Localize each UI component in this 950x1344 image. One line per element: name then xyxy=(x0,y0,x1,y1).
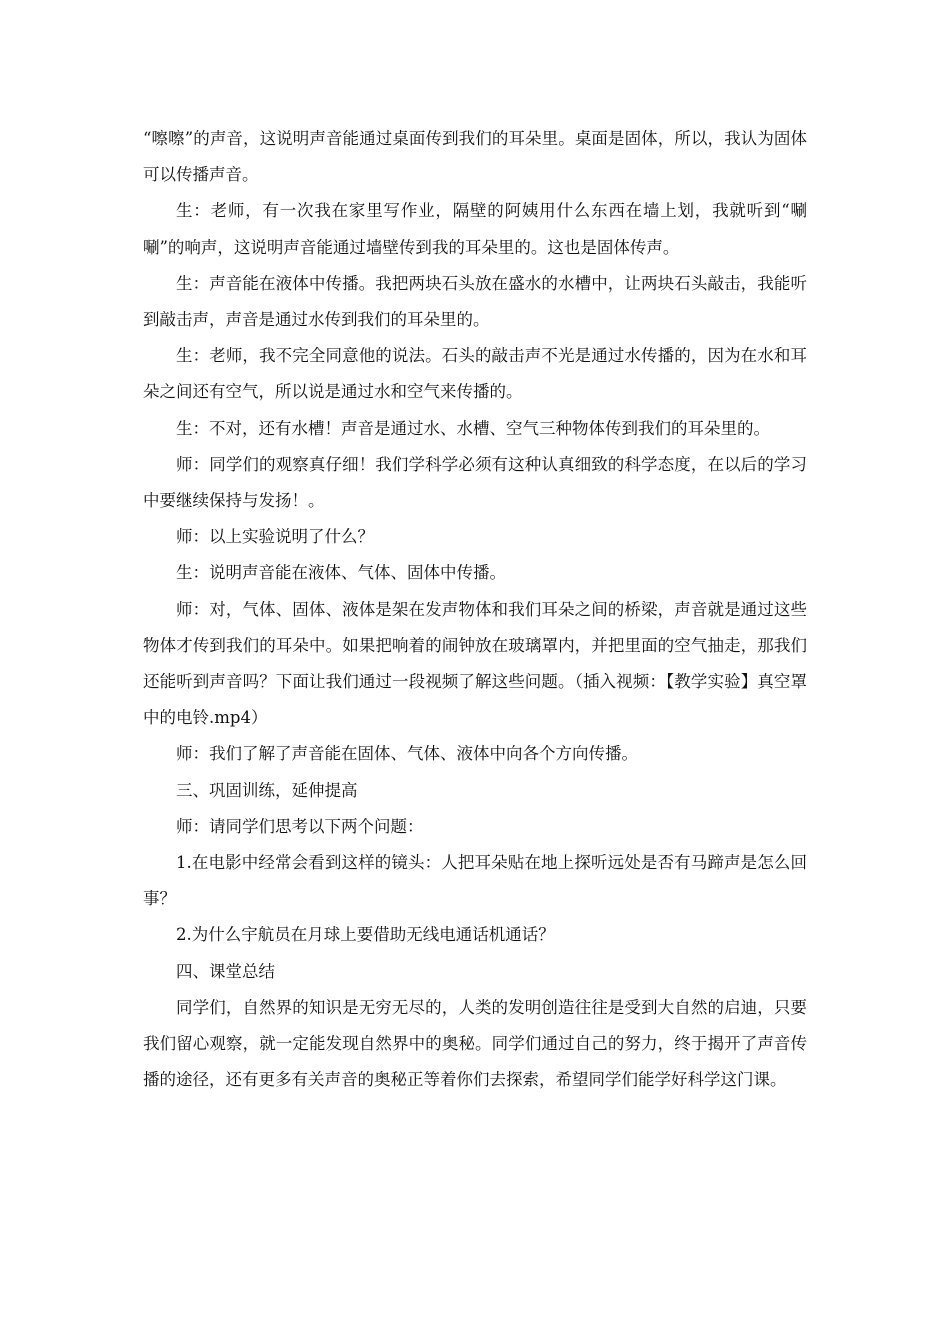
paragraph-student-wall: 生：老师，有一次我在家里写作业，隔壁的阿姨用什么东西在墙上划，我就听到“唰唰”的响声，这说明声音能通过墙壁传到我的耳朵里的。这也是固体传声。 xyxy=(143,201,807,257)
question-item-1: 1.在电影中经常会看到这样的镜头：人把耳朵贴在地上探听远处是否有马蹄声是怎么回事？ xyxy=(143,853,807,909)
paragraph-teacher-question: 师：以上实验说明了什么？ xyxy=(176,527,374,547)
document-body xyxy=(143,121,807,1098)
question-item-2: 2.为什么宇航员在月球上要借助无线电通话机通话？ xyxy=(176,925,555,945)
paragraph-student-liquid: 生：声音能在液体中传播。我把两块石头放在盛水的水槽中，让两块石头敲击，我能听到敲击声，声音是通过水传到我们的耳朵里的。 xyxy=(143,273,807,330)
paragraph-conclusion: 同学们，自然界的知识是无穷无尽的，人类的发明创造往往是受到大自然的启迪，只要我们留心观察，就一定能发现自然界中的奥秘。同学们通过自己的努力，终于揭开了声音传播的途径，还有更多有关声音的奥秘正等着你们去探索，希望同学们能学好科学这门课。 xyxy=(143,997,807,1090)
paragraph-teacher-praise: 师：同学们的观察真仔细！我们学科学必须有这种认真细致的科学态度，在以后的学习中要继续保持与发扬！。 xyxy=(143,454,807,511)
section-heading-summary: 四、课堂总结 xyxy=(176,961,275,981)
paragraph-student-tank: 生：不对，还有水槽！声音是通过水、水槽、空气三种物体传到我们的耳朵里的。 xyxy=(176,418,770,438)
section-heading-practice: 三、巩固训练，延伸提高 xyxy=(176,780,358,800)
paragraph-teacher-summary: 师：我们了解了声音能在固体、气体、液体中向各个方向传播。 xyxy=(176,744,638,764)
paragraph-student-disagree: 生：老师，我不完全同意他的说法。石头的敲击声不光是通过水传播的，因为在水和耳朵之间还有空气，所以说是通过水和空气来传播的。 xyxy=(143,346,807,402)
paragraph-teacher-video: 师：对，气体、固体、液体是架在发声物体和我们耳朵之间的桥梁，声音就是通过这些物体才传到我们的耳朵中。如果把响着的闹钟放在玻璃罩内，并把里面的空气抽走，那我们还能听到声音吗？下面让我们通过一段视频了解这些问题。（插入视频：【教学实验】真空罩中的电铃.mp4） xyxy=(143,599,807,728)
paragraph-teacher-think: 师：请同学们思考以下两个问题： xyxy=(176,816,424,836)
paragraph-student-answer: 生：说明声音能在液体、气体、固体中传播。 xyxy=(176,563,506,583)
paragraph-continued: “嚓嚓”的声音，这说明声音能通过桌面传到我们的耳朵里。桌面是固体，所以，我认为固体可以传播声音。 xyxy=(143,129,807,185)
